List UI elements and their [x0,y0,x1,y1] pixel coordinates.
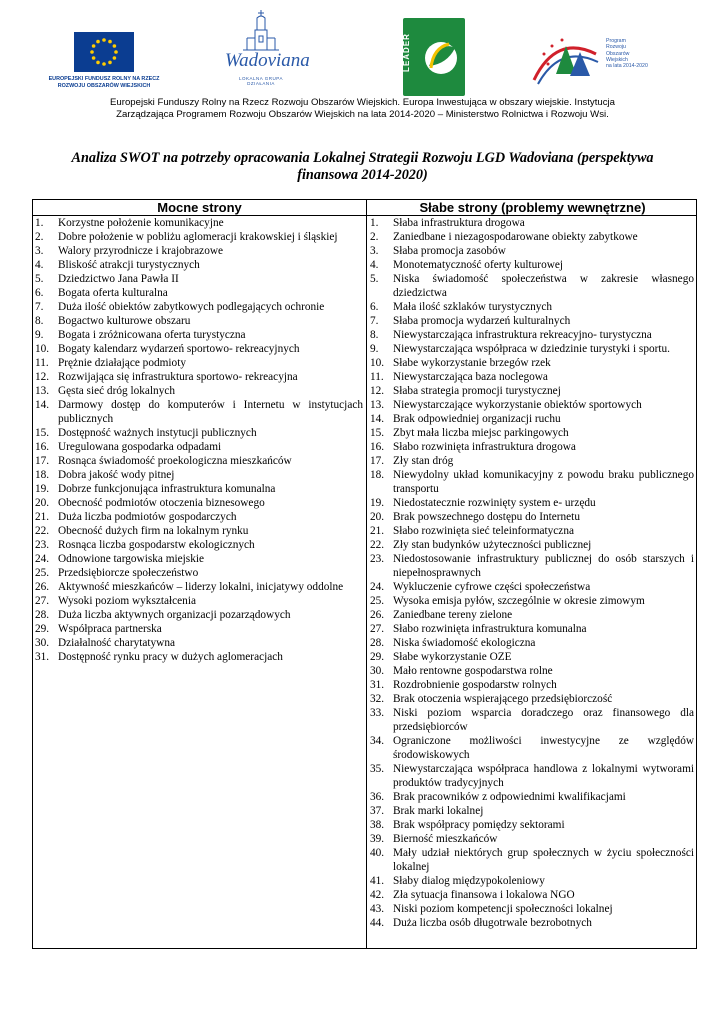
weakness-item-text: Brak odpowiedniej organizacji ruchu [393,413,561,425]
weakness-item [370,244,694,258]
weakness-item-text: Słabe wykorzystanie brzegów rzek [393,357,551,369]
weaknesses-heading: Słabe strony (problemy wewnętrzne) [419,200,646,215]
strength-item [35,370,363,384]
strength-item-number: 6. [35,287,44,299]
weakness-item-number: 10. [370,357,385,369]
weakness-item-text: Słaba strategia promocji turystycznej [393,385,561,397]
weakness-item [370,314,694,328]
strength-item-number: 28. [35,609,50,621]
weakness-item-text: Duża liczba osób długotrwale bezrobotnych [393,917,592,929]
strength-item [35,328,363,342]
prow-caption-line: na lata 2014-2020 [606,63,648,70]
strength-item-number: 17. [35,455,50,467]
weakness-item [370,384,694,398]
strength-item-number: 12. [35,371,50,383]
strength-item-number: 31. [35,651,50,663]
weakness-item-number: 4. [370,259,379,271]
strength-item-text: Bogata oferta kulturalna [58,287,168,299]
funding-statement [0,97,725,120]
weakness-item-text: Słabo rozwinięta infrastruktura drogowa [393,441,576,453]
prow-caption-line: Program [606,38,626,44]
strength-item-number: 3. [35,245,44,257]
weakness-item [370,804,694,818]
strength-item-text: Korzystne położenie komunikacyjne [58,217,224,229]
strength-item-number: 10. [35,343,50,355]
weakness-item [370,216,694,230]
strength-item [35,538,363,552]
strength-item [35,552,363,566]
column-divider [366,200,367,948]
weakness-item-text: Zła sytuacja finansowa i lokalowa NGO [393,889,575,901]
strength-item-text: Dobre położenie w pobliżu aglomeracji krakowskiej i śląskiej [58,231,338,243]
strength-item [35,608,363,622]
weakness-item-text: Zły stan dróg [393,455,454,467]
weakness-item-number: 14. [370,413,385,425]
weakness-item-text: Słaby dialog międzypokoleniowy [393,875,545,887]
swot-table [32,199,697,949]
weakness-item [370,622,694,636]
strength-item [35,286,363,300]
weakness-item [370,594,694,608]
weakness-item-text: Zły stan budynków użyteczności publicznej [393,539,592,551]
weakness-item-number: 39. [370,833,385,845]
strength-item [35,496,363,510]
weakness-item-text: Niski poziom kompetencji społeczności lokalnej [393,903,613,915]
weakness-item [370,398,694,412]
weakness-item-number: 44. [370,917,385,929]
strength-item [35,314,363,328]
weakness-item [370,510,694,524]
wadoviana-wordmark: Wadoviana [225,50,310,71]
strength-item-number: 25. [35,567,50,579]
weakness-item-text: Niewystarczająca baza noclegowa [393,371,548,383]
strength-item-number: 16. [35,441,50,453]
strength-item-text: Duża liczba podmiotów gospodarczych [58,511,237,523]
weakness-item-text: Słaba infrastruktura drogowa [393,217,525,229]
strength-item [35,230,363,244]
weakness-item-number: 20. [370,511,385,523]
weakness-item-number: 42. [370,889,385,901]
wadoviana-logo [225,8,310,100]
weakness-item [370,888,694,902]
weakness-item-number: 34. [370,735,385,747]
weakness-item-text: Bierność mieszkańców [393,833,498,845]
strength-item-text: Obecność dużych firm na lokalnym rynku [58,525,249,537]
strength-item-number: 8. [35,315,44,327]
strength-item [35,216,363,230]
strength-item-text: Bogactwo kulturowe obszaru [58,315,191,327]
weakness-item-number: 22. [370,539,385,551]
weaknesses-list [370,216,694,930]
weakness-item [370,734,694,762]
weakness-item-text: Niski poziom wsparcia doradczego oraz finansowego dla przedsiębiorców [393,707,694,733]
weakness-item-number: 16. [370,441,385,453]
weakness-item [370,454,694,468]
strength-item [35,580,363,594]
weakness-item-number: 43. [370,903,385,915]
strengths-list [35,216,363,664]
weakness-item-number: 32. [370,693,385,705]
strength-item-text: Bogata i zróżnicowana oferta turystyczna [58,329,246,341]
weakness-item-text: Niedostosowanie infrastruktury publicznej do osób starszych i niepełnosprawnych [393,553,694,579]
weakness-item-number: 1. [370,217,379,229]
strength-item-text: Obecność podmiotów otoczenia biznesowego [58,497,265,509]
weakness-item-number: 23. [370,553,385,565]
weakness-item [370,328,694,342]
strength-item [35,468,363,482]
weakness-item-text: Brak marki lokalnej [393,805,484,817]
strength-item-number: 27. [35,595,50,607]
strength-item-text: Dobrze funkcjonująca infrastruktura komunalna [58,483,276,495]
weakness-item-number: 33. [370,707,385,719]
weakness-item-number: 41. [370,875,385,887]
strength-item [35,398,363,426]
document-title [40,150,685,184]
weakness-item [370,902,694,916]
strength-item [35,594,363,608]
strength-item-number: 24. [35,553,50,565]
weakness-item-number: 28. [370,637,385,649]
logo-bar [0,8,725,100]
strength-item-number: 11. [35,357,49,369]
weakness-item-number: 35. [370,763,385,775]
strength-item [35,272,363,286]
prow-caption [606,38,656,69]
weakness-item-text: Ograniczone możliwości inwestycyjne ze względów środowiskowych [393,735,694,761]
prow-caption-line: Wiejskich [606,56,628,63]
weakness-item-number: 12. [370,385,385,397]
strength-item-text: Dobra jakość wody pitnej [58,469,175,481]
weakness-item-text: Słaba promocja zasobów [393,245,506,257]
weakness-item-text: Rozdrobnienie gospodarstw rolnych [393,679,557,691]
weakness-item-number: 21. [370,525,385,537]
weakness-item-text: Niewystarczająca współpraca w dziedzinie turystyki i sportu. [393,343,670,355]
weakness-item [370,636,694,650]
eu-fund-logo [38,18,186,100]
document-title-line: finansowa 2014-2020) [297,167,428,183]
strength-item-number: 20. [35,497,50,509]
strength-item-number: 9. [35,329,44,341]
strength-item-text: Odnowione targowiska miejskie [58,553,204,565]
weakness-item-number: 38. [370,819,385,831]
weakness-item [370,440,694,454]
weakness-item [370,692,694,706]
strength-item-text: Bliskość atrakcji turystycznych [58,259,200,271]
weakness-item [370,272,694,300]
weakness-item [370,608,694,622]
weakness-item [370,356,694,370]
leaf-icon [403,18,465,96]
eu-fund-caption: EUROPEJSKI FUNDUSZ ROLNY NA RZECZ ROZWOJU OBSZARÓW WIEJSKICH [48,76,160,89]
weakness-item-number: 25. [370,595,385,607]
weakness-item [370,790,694,804]
weakness-item-number: 27. [370,623,385,635]
weakness-item [370,496,694,510]
strength-item-text: Darmowy dostęp do komputerów i Internetu w instytucjach publicznych [58,399,363,425]
strength-item-number: 26. [35,581,50,593]
strength-item-number: 15. [35,427,50,439]
leader-logo [403,18,465,96]
weakness-item-text: Monotematyczność oferty kulturowej [393,259,564,271]
weakness-item [370,650,694,664]
strength-item [35,622,363,636]
funding-statement-line: Europejski Funduszy Rolny na Rzecz Rozwoju Obszarów Wiejskich. Europa Inwestująca w obszary wiejskie. Instytucja [110,97,615,108]
weakness-item [370,664,694,678]
weakness-item-text: Słaba promocja wydarzeń kulturalnych [393,315,571,327]
weakness-item-number: 31. [370,679,385,691]
weakness-item [370,524,694,538]
weakness-item-number: 26. [370,609,385,621]
weakness-item-text: Mały udział niektórych grup społecznych w życiu społeczności lokalnej [393,847,694,873]
strength-item-number: 22. [35,525,50,537]
strength-item [35,258,363,272]
weakness-item-text: Wykluczenie cyfrowe części społeczeństwa [393,581,591,593]
weakness-item [370,916,694,930]
strength-item-number: 29. [35,623,50,635]
weakness-item-text: Niska świadomość ekologiczna [393,637,536,649]
weakness-item-number: 13. [370,399,385,411]
weakness-item [370,538,694,552]
strength-item-text: Rozwijająca się infrastruktura sportowo- rekreacyjna [58,371,298,383]
strength-item-text: Dostępność rynku pracy w dużych aglomeracjach [58,651,283,663]
weakness-item-number: 17. [370,455,385,467]
weakness-item [370,370,694,384]
strength-item-number: 19. [35,483,50,495]
weakness-item-number: 29. [370,651,385,663]
document-title-line: Analiza SWOT na potrzeby opracowania Lokalnej Strategii Rozwoju LGD Wadoviana (perspektywa [71,150,654,166]
prow-caption-line: Obszarów [606,50,630,57]
strength-item-number: 23. [35,539,50,551]
weakness-item [370,580,694,594]
strength-item [35,426,363,440]
strength-item-text: Wysoki poziom wykształcenia [58,595,196,607]
weakness-item [370,230,694,244]
weakness-item [370,468,694,496]
weakness-item-number: 18. [370,469,385,481]
strength-item-text: Współpraca partnerska [58,623,162,635]
strength-item [35,356,363,370]
weakness-item [370,300,694,314]
weakness-item-number: 40. [370,847,385,859]
weakness-item-text: Brak pracowników z odpowiednimi kwalifikacjami [393,791,626,803]
strength-item-text: Dziedzictwo Jana Pawła II [58,273,179,285]
weakness-item [370,426,694,440]
weakness-item-text: Brak powszechnego dostępu do Internetu [393,511,580,523]
strength-item [35,650,363,664]
prow-logo [526,24,646,96]
strength-item [35,482,363,496]
weakness-item-number: 6. [370,301,379,313]
strength-item-text: Gęsta sieć dróg lokalnych [58,385,176,397]
weakness-item-number: 19. [370,497,385,509]
strength-item [35,524,363,538]
weakness-item-number: 2. [370,231,379,243]
weakness-item-text: Niska świadomość społeczeństwa w zakresie własnego dziedzictwa [393,273,694,299]
weakness-item-text: Zaniedbane i niezagospodarowane obiekty zabytkowe [393,231,638,243]
weakness-item-text: Niewystarczające wykorzystanie obiektów sportowych [393,399,642,411]
weakness-item [370,412,694,426]
weakness-item-text: Słabo rozwinięta sieć teleinformatyczna [393,525,574,537]
weakness-item-text: Słabo rozwinięta infrastruktura komunalna [393,623,587,635]
strength-item-number: 21. [35,511,50,523]
strength-item-text: Przedsiębiorcze społeczeństwo [58,567,199,579]
eu-flag-icon [74,32,134,72]
weakness-item-number: 5. [370,273,379,285]
weakness-item-number: 11. [370,371,384,383]
weakness-item [370,874,694,888]
weakness-item-text: Słabe wykorzystanie OZE [393,651,512,663]
weakness-item [370,258,694,272]
strength-item-text: Rosnąca świadomość proekologiczna mieszkańców [58,455,292,467]
weakness-item-number: 15. [370,427,385,439]
weakness-item-number: 3. [370,245,379,257]
strength-item-text: Walory przyrodnicze i krajobrazowe [58,245,224,257]
strength-item-number: 30. [35,637,50,649]
weakness-item-text: Niedostatecznie rozwinięty system e- urzędu [393,497,596,509]
strength-item-number: 1. [35,217,44,229]
leader-wordmark: LEADER [401,33,411,72]
wadoviana-subtitle: LOKALNA GRUPA DZIAŁANIA [239,76,283,86]
strength-item-text: Działalność charytatywna [58,637,175,649]
weakness-item [370,818,694,832]
weakness-item-text: Niewydolny układ komunikacyjny z powodu braku publicznego transportu [393,469,694,495]
strengths-heading: Mocne strony [157,200,242,215]
strength-item-number: 13. [35,385,50,397]
weakness-item-number: 37. [370,805,385,817]
strength-item-number: 2. [35,231,44,243]
strength-item-text: Dostępność ważnych instytucji publicznych [58,427,257,439]
strength-item-text: Uregulowana gospodarka odpadami [58,441,222,453]
strength-item-number: 4. [35,259,44,271]
prow-emblem-icon [526,24,606,96]
strength-item-text: Prężnie działające podmioty [58,357,186,369]
weakness-item-text: Zbyt mała liczba miejsc parkingowych [393,427,569,439]
weakness-item-number: 36. [370,791,385,803]
strength-item [35,384,363,398]
weakness-item [370,678,694,692]
strength-item-text: Duża liczba aktywnych organizacji pozarządowych [58,609,291,621]
strength-item-number: 5. [35,273,44,285]
prow-caption-line: Rozwoju [606,44,626,51]
weakness-item-text: Zaniedbane tereny zielone [393,609,513,621]
strength-item [35,566,363,580]
weakness-item [370,706,694,734]
weakness-item-text: Brak współpracy pomiędzy sektorami [393,819,565,831]
weakness-item-number: 30. [370,665,385,677]
strength-item-number: 14. [35,399,50,411]
strength-item [35,454,363,468]
weakness-item-text: Mała ilość szklaków turystycznych [393,301,553,313]
weakness-item-text: Wysoka emisja pyłów, szczególnie w okresie zimowym [393,595,645,607]
weakness-item-text: Niewystarczająca infrastruktura rekreacyjno- turystyczna [393,329,652,341]
strength-item [35,636,363,650]
weakness-item [370,342,694,356]
weakness-item [370,762,694,790]
weakness-item-number: 24. [370,581,385,593]
strength-item [35,244,363,258]
weakness-item-text: Mało rentowne gospodarstwa rolne [393,665,553,677]
strength-item [35,440,363,454]
strength-item [35,342,363,356]
weakness-item-number: 7. [370,315,379,327]
strength-item-text: Rosnąca liczba gospodarstw ekologicznych [58,539,255,551]
weakness-item [370,832,694,846]
weakness-item-text: Brak otoczenia wspierającego przedsiębiorczość [393,693,613,705]
weakness-item-number: 9. [370,343,379,355]
strength-item [35,510,363,524]
strength-item-text: Duża ilość obiektów zabytkowych podlegających ochronie [58,301,325,313]
strength-item-text: Aktywność mieszkańców – liderzy lokalni, inicjatywy oddolne [58,581,344,593]
funding-statement-line: Zarządzająca Programem Rozwoju Obszarów Wiejskich na lata 2014-2020 – Ministerstwo Rolnictwa i Rozwoju Wsi. [116,108,609,120]
strength-item [35,300,363,314]
church-tower-icon [225,8,297,52]
strength-item-number: 7. [35,301,44,313]
strength-item-text: Bogaty kalendarz wydarzeń sportowo- rekreacyjnych [58,343,300,355]
strength-item-number: 18. [35,469,50,481]
weakness-item-text: Niewystarczająca współpraca handlowa z lokalnymi wytworami produktów tradycyjnych [393,763,694,789]
weakness-item [370,552,694,580]
weakness-item [370,846,694,874]
weakness-item-number: 8. [370,329,379,341]
